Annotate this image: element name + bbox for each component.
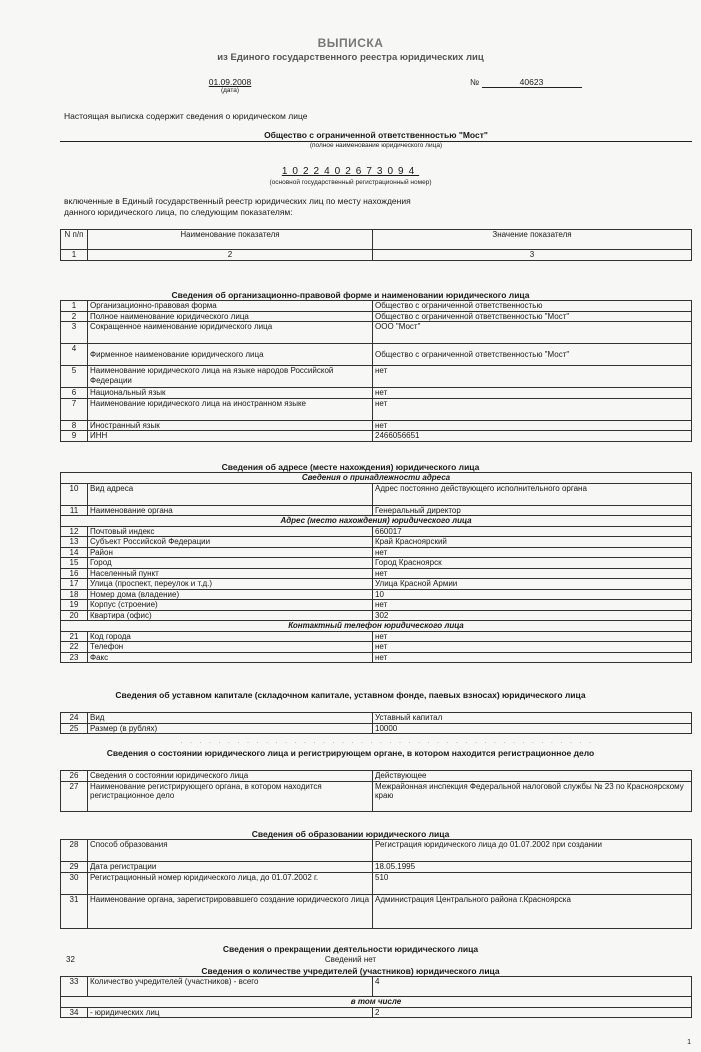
row-value: Край Красноярский	[373, 537, 692, 548]
row-label: Наименование органа, зарегистрировавшего создание юридического лица	[88, 894, 373, 928]
row-value: Регистрация юридического лица до 01.07.2002 при создании	[373, 840, 692, 862]
row-num: 30	[61, 872, 88, 894]
row-num: 27	[61, 781, 88, 811]
section-title-status: Сведения о состоянии юридического лица и регистрирующем органе, в котором находится регистрационное дело	[106, 748, 595, 758]
company-caption: (полное наименование юридического лица)	[309, 142, 443, 149]
row-num: 1	[61, 301, 88, 312]
section-title-capital: Сведения об уставном капитале (складочном капитале, уставном фонде, паевых взносах) юридического лица	[115, 690, 586, 700]
row-label: Наименование юридического лица на иностранном языке	[88, 398, 373, 420]
header-num-1: 1	[61, 250, 88, 261]
row-num: 33	[61, 977, 88, 997]
row-num: 19	[61, 600, 88, 611]
row-label: Населенный пункт	[88, 568, 373, 579]
table-formation	[60, 839, 692, 929]
row-label: Город	[88, 558, 373, 569]
intro-paragraph: включенные в Единый государственный реестр юридических лиц по месту нахождения данного юридического лица, по следующим показателям:	[64, 196, 411, 217]
page-number: 1	[687, 1039, 691, 1046]
row-label: Факс	[88, 652, 373, 663]
header-num-3: 3	[373, 250, 692, 261]
row-num: 24	[61, 713, 88, 724]
row-num: 21	[61, 631, 88, 642]
row-num: 12	[61, 526, 88, 537]
date-caption: (дата)	[220, 87, 240, 94]
row-label: Субъект Российской Федерации	[88, 537, 373, 548]
row-label: Количество учредителей (участников) - всего	[88, 977, 373, 997]
ogrn-caption: (основной государственный регистрационный номер)	[269, 179, 432, 186]
section-title-legal-form: Сведения об организационно-правовой форме и наименовании юридического лица	[171, 290, 530, 300]
termination-row-num: 32	[66, 955, 75, 964]
extract-date: 01.09.2008	[208, 77, 252, 87]
row-label: Дата регистрации	[88, 862, 373, 873]
row-num: 20	[61, 610, 88, 621]
table-founders	[60, 976, 692, 1018]
row-label: Корпус (строение)	[88, 600, 373, 611]
row-num: 10	[61, 483, 88, 505]
row-num: 23	[61, 652, 88, 663]
row-num: 4	[61, 344, 88, 366]
row-num: 17	[61, 579, 88, 590]
extract-number-line	[470, 77, 582, 88]
subsection-phone: Контактный телефон юридического лица	[61, 621, 692, 632]
row-value: нет	[373, 568, 692, 579]
subsection-address: Адрес (место нахождения) юридического лица	[61, 516, 692, 527]
header-col-name: Наименование показателя	[88, 230, 373, 250]
row-num: 25	[61, 723, 88, 734]
extract-number: 40623	[482, 77, 582, 88]
row-label: Организационно-правовая форма	[88, 301, 373, 312]
number-prefix: №	[470, 77, 480, 87]
row-num: 6	[61, 388, 88, 399]
row-value: 2466056651	[373, 431, 692, 442]
section-title-address: Сведения об адресе (месте нахождения) юридического лица	[221, 462, 480, 472]
row-value: нет	[373, 547, 692, 558]
table-address	[60, 472, 692, 663]
row-num: 7	[61, 398, 88, 420]
row-num: 15	[61, 558, 88, 569]
row-label: Сокращенное наименование юридического лица	[88, 322, 373, 344]
subsection-address-type: Сведения о принадлежности адреса	[61, 473, 692, 484]
header-num-2: 2	[88, 250, 373, 261]
row-num: 9	[61, 431, 88, 442]
row-label: Код города	[88, 631, 373, 642]
table-legal-form	[60, 300, 692, 442]
row-label: ИНН	[88, 431, 373, 442]
row-value: Генеральный директор	[373, 505, 692, 516]
row-value: нет	[373, 631, 692, 642]
row-label: Размер (в рублях)	[88, 723, 373, 734]
table-capital	[60, 712, 692, 734]
row-num: 29	[61, 862, 88, 873]
row-num: 22	[61, 642, 88, 653]
row-value: Межрайонная инспекция Федеральной налоговой службы № 23 по Красноярскому краю	[373, 781, 692, 811]
document-title: ВЫПИСКА	[317, 36, 384, 50]
row-num: 3	[61, 322, 88, 344]
subsection-including: в том числе	[61, 997, 692, 1008]
row-value: 18.05.1995	[373, 862, 692, 873]
row-value: Улица Красной Армии	[373, 579, 692, 590]
row-value: Действующее	[373, 771, 692, 782]
row-num: 5	[61, 366, 88, 388]
table-status	[60, 770, 692, 812]
row-value: нет	[373, 398, 692, 420]
row-value: нет	[373, 420, 692, 431]
row-value: 10000	[373, 723, 692, 734]
row-label: Национальный язык	[88, 388, 373, 399]
row-num: 34	[61, 1007, 88, 1018]
row-num: 13	[61, 537, 88, 548]
row-value: Общество с ограниченной ответственностью	[373, 301, 692, 312]
section-title-founders: Сведения о количестве учредителей (участников) юридического лица	[201, 966, 500, 976]
row-label: Иностранный язык	[88, 420, 373, 431]
row-label: Номер дома (владение)	[88, 589, 373, 600]
row-value: Уставный капитал	[373, 713, 692, 724]
row-num: 8	[61, 420, 88, 431]
row-label: Почтовый индекс	[88, 526, 373, 537]
row-value: нет	[373, 388, 692, 399]
row-value: нет	[373, 366, 692, 388]
termination-text: Сведений нет	[324, 955, 377, 964]
section-title-termination: Сведения о прекращении деятельности юридического лица	[222, 944, 479, 954]
row-label: Наименование регистрирующего органа, в котором находится регистрационное дело	[88, 781, 373, 811]
row-label: Способ образования	[88, 840, 373, 862]
row-value: нет	[373, 600, 692, 611]
row-value: 660017	[373, 526, 692, 537]
row-value: 2	[373, 1007, 692, 1018]
row-num: 18	[61, 589, 88, 600]
row-label: Вид	[88, 713, 373, 724]
row-label: Квартира (офис)	[88, 610, 373, 621]
company-name: Общество с ограниченной ответственностью "Мост"	[60, 130, 692, 142]
row-num: 31	[61, 894, 88, 928]
row-value: Общество с ограниченной ответственностью "Мост"	[373, 311, 692, 322]
row-label: Регистрационный номер юридического лица, до 01.07.2002 г.	[88, 872, 373, 894]
row-label: Наименование юридического лица на языке народов Российской Федерации	[88, 366, 373, 388]
row-num: 11	[61, 505, 88, 516]
row-value: ООО "Мост"	[373, 322, 692, 344]
row-value: Администрация Центрального района г.Красноярска	[373, 894, 692, 928]
row-label: Фирменное наименование юридического лица	[88, 344, 373, 366]
row-value: Город Красноярск	[373, 558, 692, 569]
row-num: 14	[61, 547, 88, 558]
header-col-num: N п/п	[61, 230, 88, 250]
row-num: 28	[61, 840, 88, 862]
row-label: Телефон	[88, 642, 373, 653]
row-num: 16	[61, 568, 88, 579]
row-value: нет	[373, 642, 692, 653]
faint-stamp-marks: · · · · · · · · · · · · · · · · · · · · · · · · · · · · · · · · · · · · · · · · · · · ·	[180, 737, 594, 747]
row-label: Наименование органа	[88, 505, 373, 516]
row-value: 10	[373, 589, 692, 600]
header-col-value: Значение показателя	[373, 230, 692, 250]
ogrn-number: 1022402673094	[281, 166, 420, 177]
section-title-formation: Сведения об образовании юридического лица	[251, 829, 450, 839]
row-value: 510	[373, 872, 692, 894]
intro-text: Настоящая выписка содержит сведения о юридическом лице	[64, 111, 308, 121]
row-label: Сведения о состоянии юридического лица	[88, 771, 373, 782]
row-label: Улица (проспект, переулок и т.д.)	[88, 579, 373, 590]
header-table	[60, 229, 692, 261]
row-value: нет	[373, 652, 692, 663]
row-num: 2	[61, 311, 88, 322]
row-label: Полное наименование юридического лица	[88, 311, 373, 322]
row-value: 302	[373, 610, 692, 621]
row-label: Вид адреса	[88, 483, 373, 505]
row-label: Район	[88, 547, 373, 558]
row-num: 26	[61, 771, 88, 782]
row-value: 4	[373, 977, 692, 997]
row-value: Общество с ограниченной ответственностью "Мост"	[373, 344, 692, 366]
row-label: - юридических лиц	[88, 1007, 373, 1018]
row-value: Адрес постоянно действующего исполнительного органа	[373, 483, 692, 505]
document-subtitle: из Единого государственного реестра юридических лиц	[217, 52, 484, 63]
